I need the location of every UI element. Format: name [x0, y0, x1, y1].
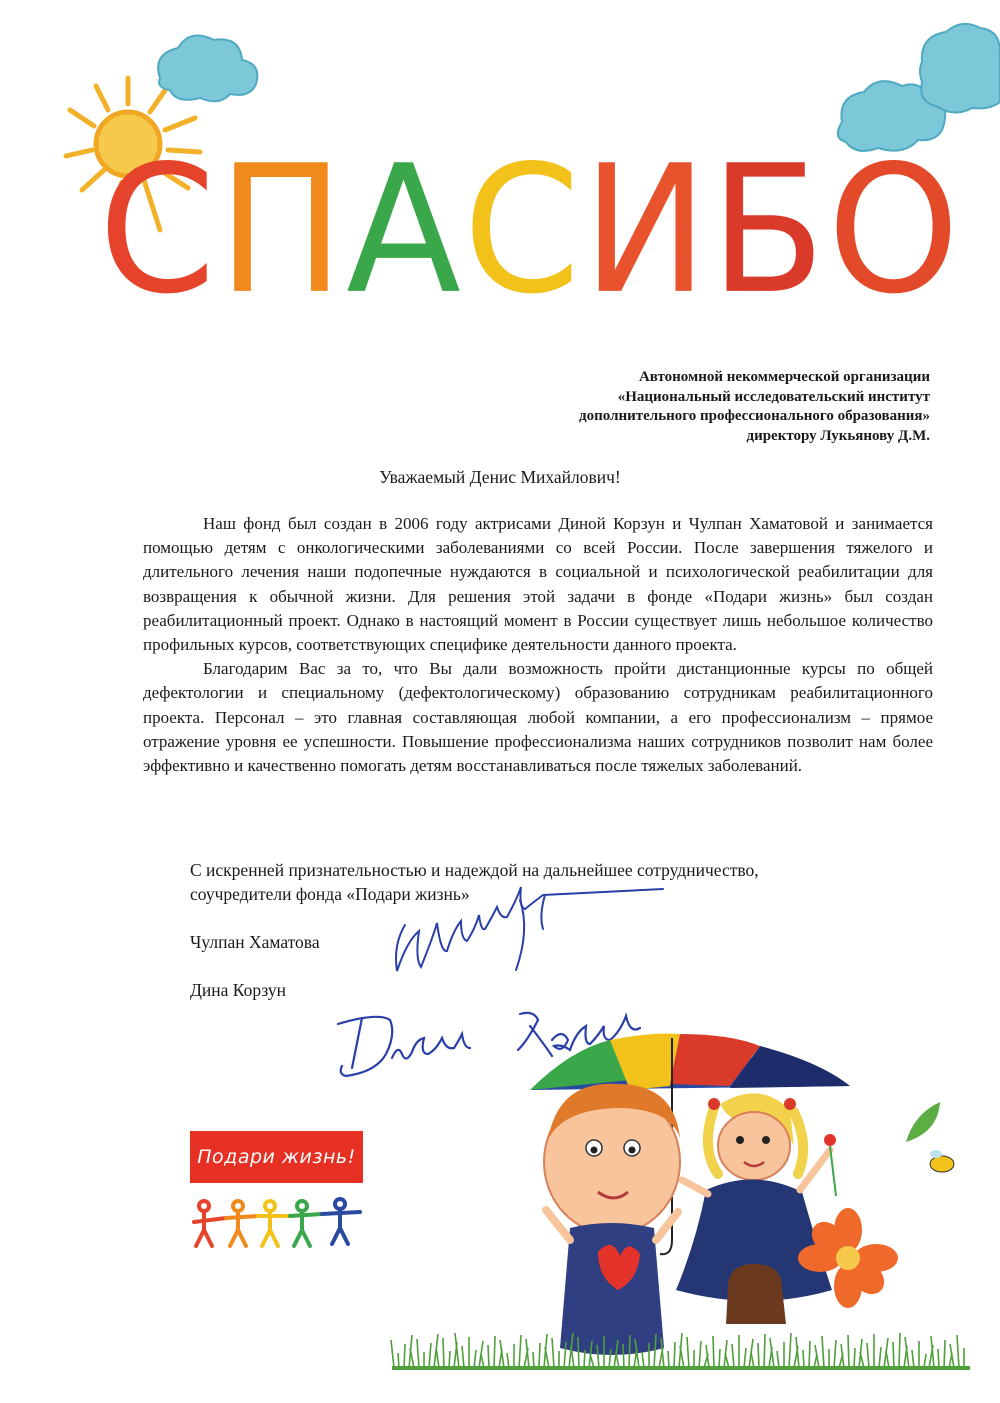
grass-blade — [809, 1341, 810, 1368]
letter-body — [143, 512, 933, 778]
signer-name-first: Чулпан Хаматова — [190, 932, 320, 952]
grass-blade — [462, 1346, 464, 1368]
grass-blade — [893, 1342, 894, 1368]
grass-blade — [899, 1333, 900, 1368]
leaf-icon — [906, 1102, 940, 1142]
grass-blade — [494, 1336, 495, 1368]
grass-blade — [879, 1347, 881, 1368]
closing-line: соучредители фонда «Подари жизнь» — [190, 884, 470, 904]
grass-blade — [474, 1350, 476, 1368]
grass-blade — [713, 1336, 714, 1368]
title-letter: О — [827, 127, 962, 333]
addressee-line: директору Лукьянову Д.М. — [746, 427, 930, 444]
grass-blade — [815, 1345, 819, 1368]
grass-blade — [912, 1350, 914, 1368]
grass-blade — [758, 1343, 759, 1368]
grass-blade — [488, 1345, 489, 1368]
grass-blade — [616, 1353, 619, 1368]
body-paragraph: Благодарим Вас за то, что Вы дали возможность пройти дистанционные курсы по общей дефектологии и специальному (дефектологическому) образованию сотрудникам реабилитационного проекта. Персонал – это главная составляющая любой компании, а его профессионализм – прямое отражение уровня ее успешности. Повышение профессионализма наших сотрудников позволит нам более эффективно и качественно помогать детям восстанавливаться после тяжелых заболеваний. — [143, 659, 933, 776]
grass-blade — [854, 1348, 855, 1368]
grass-blade — [668, 1351, 669, 1368]
grass-blade — [533, 1352, 534, 1368]
grass-blade — [552, 1338, 554, 1368]
grass-blade — [699, 1341, 701, 1368]
addressee-line: «Национальный исследовательский институт — [617, 388, 930, 405]
cloud-icon — [158, 36, 257, 102]
grass-blade — [417, 1339, 419, 1368]
addressee-block — [330, 368, 930, 446]
signer-name-second: Дина Корзун — [190, 980, 286, 1000]
title-letter: П — [217, 127, 347, 333]
title-letter: С — [463, 127, 583, 333]
grass-blade — [687, 1337, 689, 1368]
grass-blade — [623, 1344, 624, 1368]
title-letter: С — [98, 127, 218, 333]
grass-blade — [507, 1353, 509, 1368]
grass-blade — [938, 1349, 939, 1368]
grass-blade — [404, 1344, 405, 1368]
grass-blade — [834, 1340, 836, 1368]
title-letter: А — [346, 127, 464, 333]
grass-blade — [578, 1337, 579, 1368]
grass-blade — [803, 1350, 804, 1368]
grass-blade — [944, 1340, 945, 1368]
grass-blade — [719, 1349, 720, 1368]
page-title — [98, 127, 962, 333]
grass-blade — [443, 1338, 444, 1368]
bee-icon — [930, 1150, 954, 1172]
grass-blade — [764, 1334, 765, 1368]
grass-blade — [789, 1333, 791, 1368]
grass-blade — [957, 1335, 959, 1368]
grass-blade — [642, 1352, 644, 1368]
grass-blade — [848, 1335, 849, 1368]
boy-illustration — [544, 1084, 680, 1355]
girl-illustration — [676, 1093, 836, 1324]
closing-line: С искренней признательностью и надеждой на дальнейшее сотрудничество, — [190, 860, 759, 880]
grass-blade — [706, 1345, 709, 1368]
grass-blade — [732, 1344, 734, 1368]
grass-blade — [886, 1351, 889, 1368]
foundation-logo — [190, 1131, 363, 1183]
logo-text: Подари жизнь! — [197, 1146, 356, 1168]
grass-blade — [867, 1343, 869, 1368]
grass-blade — [584, 1350, 585, 1368]
body-paragraph: Наш фонд был создан в 2006 году актрисами Диной Корзун и Чулпан Хаматовой и занимается помощью детям с онкологическими заболеваниями со всей России. После завершения тяжелого и длительного лечения наши подопечные нуждаются в социальной и психологической реабилитации для возвращения к обычной жизни. Для решения этой задачи в фонде «Подари жизнь» был создан реабилитационный проект. Однако в настоящий момент в России существует лишь небольшое количество профильных курсов, соответствующих специфике деятельности данного проекта. — [143, 514, 933, 655]
grass-blade — [539, 1343, 540, 1368]
grass-blade — [590, 1354, 594, 1368]
grass-blade — [519, 1335, 521, 1368]
grass-blade — [777, 1351, 779, 1368]
people-figures-icon — [194, 1199, 360, 1246]
title-letter: И — [582, 127, 711, 333]
grass-blade — [436, 1347, 439, 1368]
addressee-line: дополнительного профессионального образования» — [579, 408, 930, 424]
grass-blade — [674, 1342, 675, 1368]
closing — [190, 858, 910, 906]
grass-blade — [751, 1352, 754, 1368]
grass-blade — [449, 1351, 450, 1368]
grass-blade — [629, 1335, 630, 1368]
addressee-line: Автономной некоммерческой организации — [638, 369, 930, 385]
grass-blade — [429, 1343, 431, 1368]
grass — [391, 1333, 970, 1368]
grass-blade — [924, 1354, 926, 1368]
grass-blade — [391, 1340, 394, 1368]
grass-blade — [398, 1353, 399, 1368]
grass-blade — [822, 1336, 824, 1368]
grass-blade — [744, 1348, 746, 1368]
grass-blade — [481, 1354, 484, 1368]
greeting: Уважаемый Денис Михайлович! — [379, 467, 621, 487]
title-letter: Б — [710, 127, 828, 333]
